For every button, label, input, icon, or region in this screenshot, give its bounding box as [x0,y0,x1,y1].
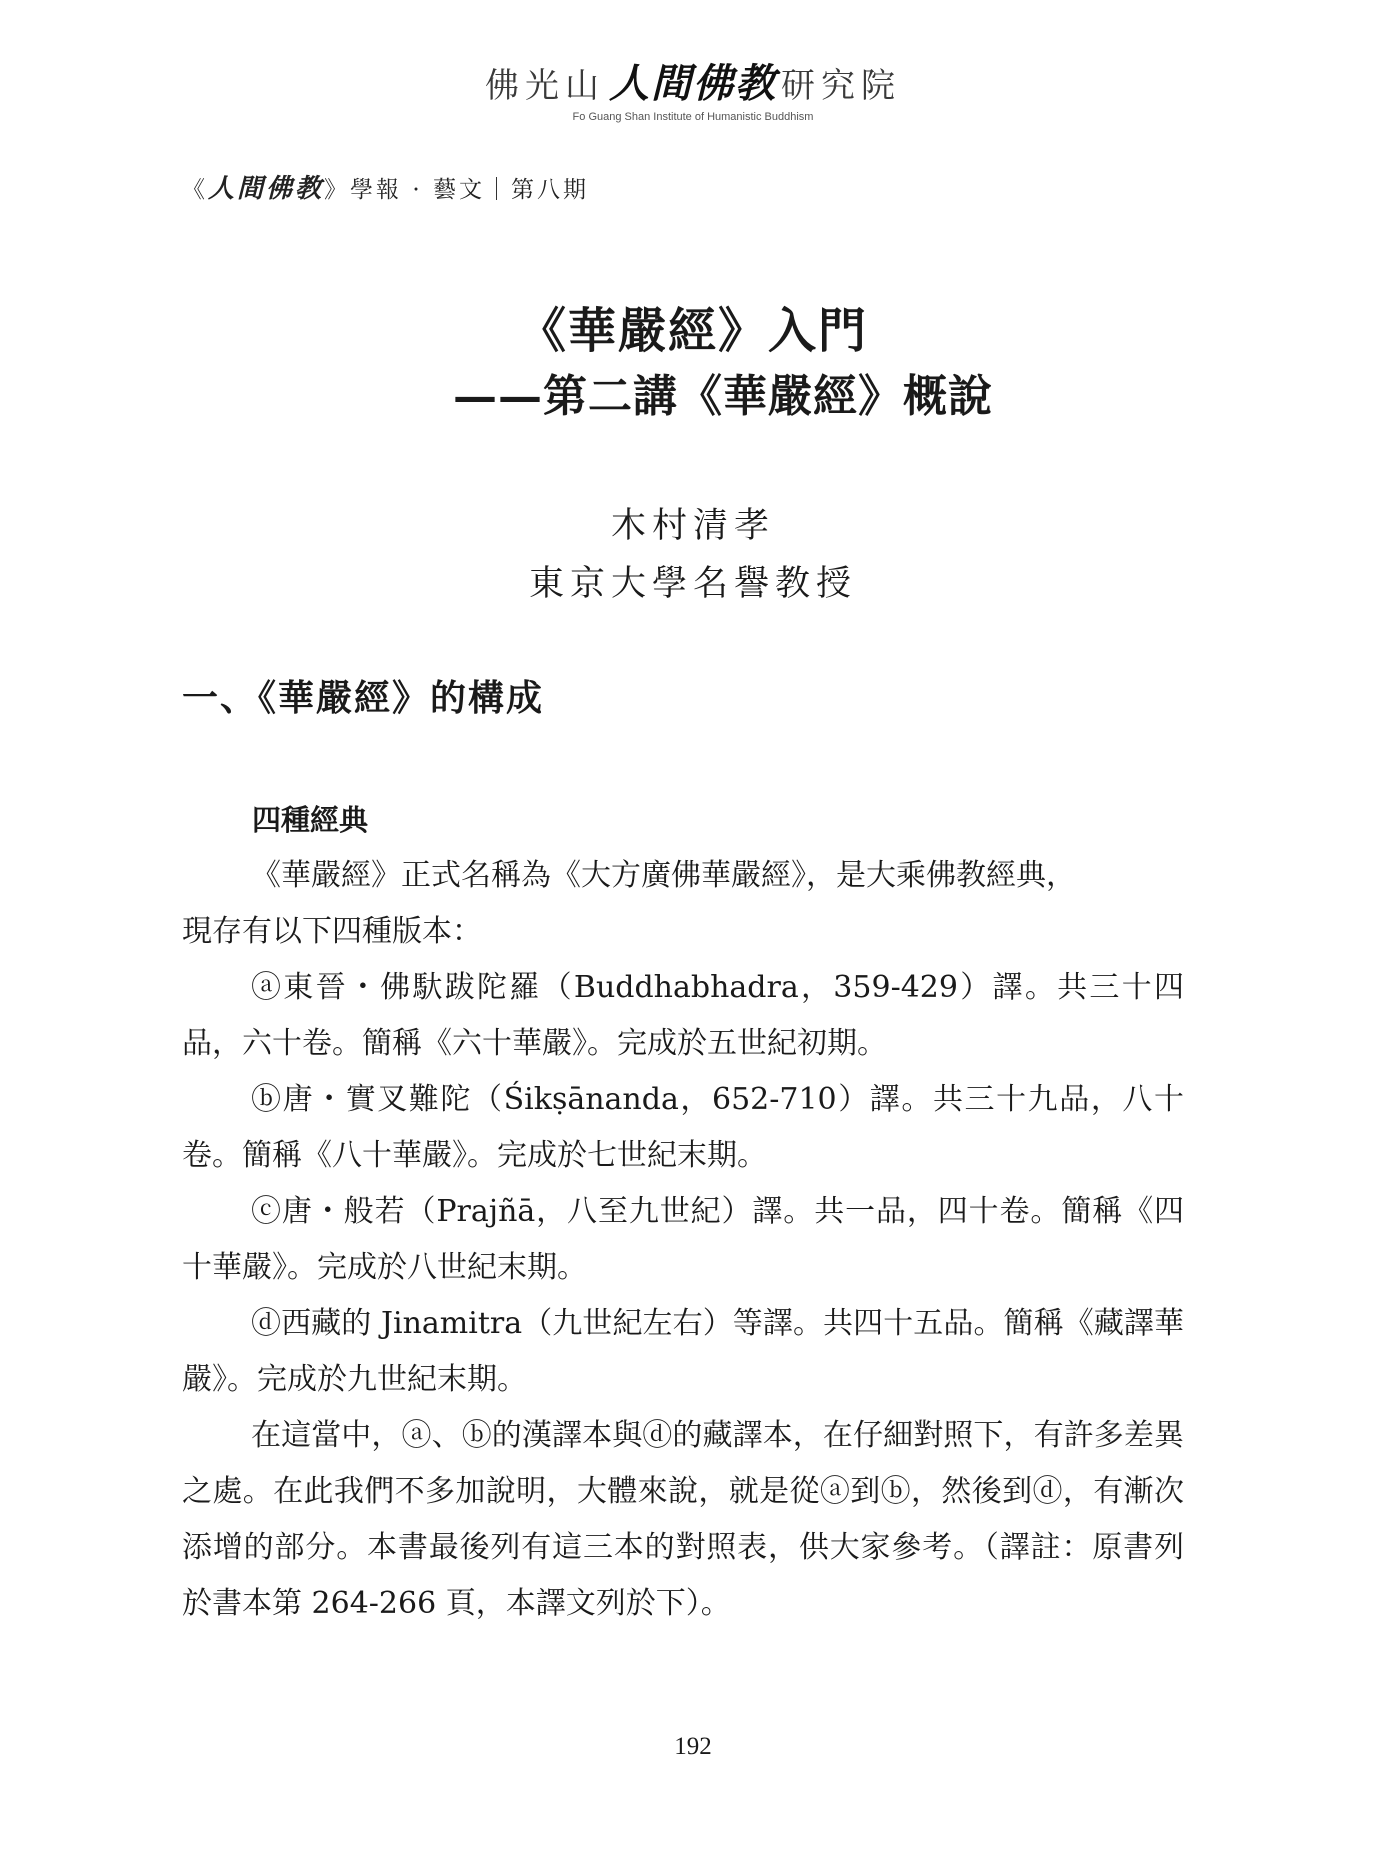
journal-brand: 人間佛教 [208,174,325,204]
journal-running-head [182,168,589,205]
article-title-block [0,298,1386,430]
article-title: 《華嚴經》入門 [517,303,868,359]
institute-brand: 人間佛教 [609,60,777,107]
intro-line-1: 《華嚴經》正式名稱為《大方廣佛華嚴經》，是大乘佛教經典， [251,858,1076,893]
article-subtitle: ——第二講《華嚴經》概說 [453,371,993,422]
body-text [182,792,1184,1632]
page-number: 192 [674,1733,712,1760]
institute-suffix: 研究院 [781,66,901,106]
section-heading: 一、《華嚴經》的構成 [182,677,545,719]
version-a-paragraph: ⓐ東晉・佛馱跋陀羅（Buddhabhadra，359-429）譯。共三十四品，六十卷。簡稱《六十華嚴》。完成於五世紀初期。 [182,970,1184,1061]
institute-header [0,52,1386,123]
author-name: 木村清孝 [610,506,775,546]
institute-logo [0,52,1386,109]
institute-prefix: 佛光山 [485,66,605,106]
version-b-paragraph: ⓑ唐・實叉難陀（Śikṣānanda，652-710）譯。共三十九品，八十卷。簡稱《八十華嚴》。完成於七世紀末期。 [182,1082,1184,1173]
version-d-paragraph: ⓓ西藏的 Jinamitra（九世紀左右）等譯。共四十五品。簡稱《藏譯華嚴》。完成於九世紀末期。 [182,1306,1184,1397]
version-c-paragraph: ⓒ唐・般若（Prajñā，八至九世紀）譯。共一品，四十卷。簡稱《四十華嚴》。完成於八世紀末期。 [182,1194,1184,1285]
conclusion-paragraph: 在這當中，ⓐ、ⓑ的漢譯本與ⓓ的藏譯本，在仔細對照下，有許多差異之處。在此我們不多加說明，大體來說，就是從ⓐ到ⓑ，然後到ⓓ，有漸次添增的部分。本書最後列有這三本的對照表，供大家參考。（譯註：原書列於書本第 264-266 頁，本譯文列於下）。 [182,1418,1184,1621]
subsection-heading: 四種經典 [252,803,369,837]
journal-issue: 》學報 · 藝文｜第八期 [324,177,589,203]
author-affiliation: 東京大學名譽教授 [528,564,857,604]
institute-english-name: Fo Guang Shan Institute of Humanistic Buddhism [572,111,814,123]
author-block [0,497,1386,613]
journal-open-bracket: 《 [182,177,208,203]
intro-line-2: 現存有以下四種版本： [182,914,482,949]
